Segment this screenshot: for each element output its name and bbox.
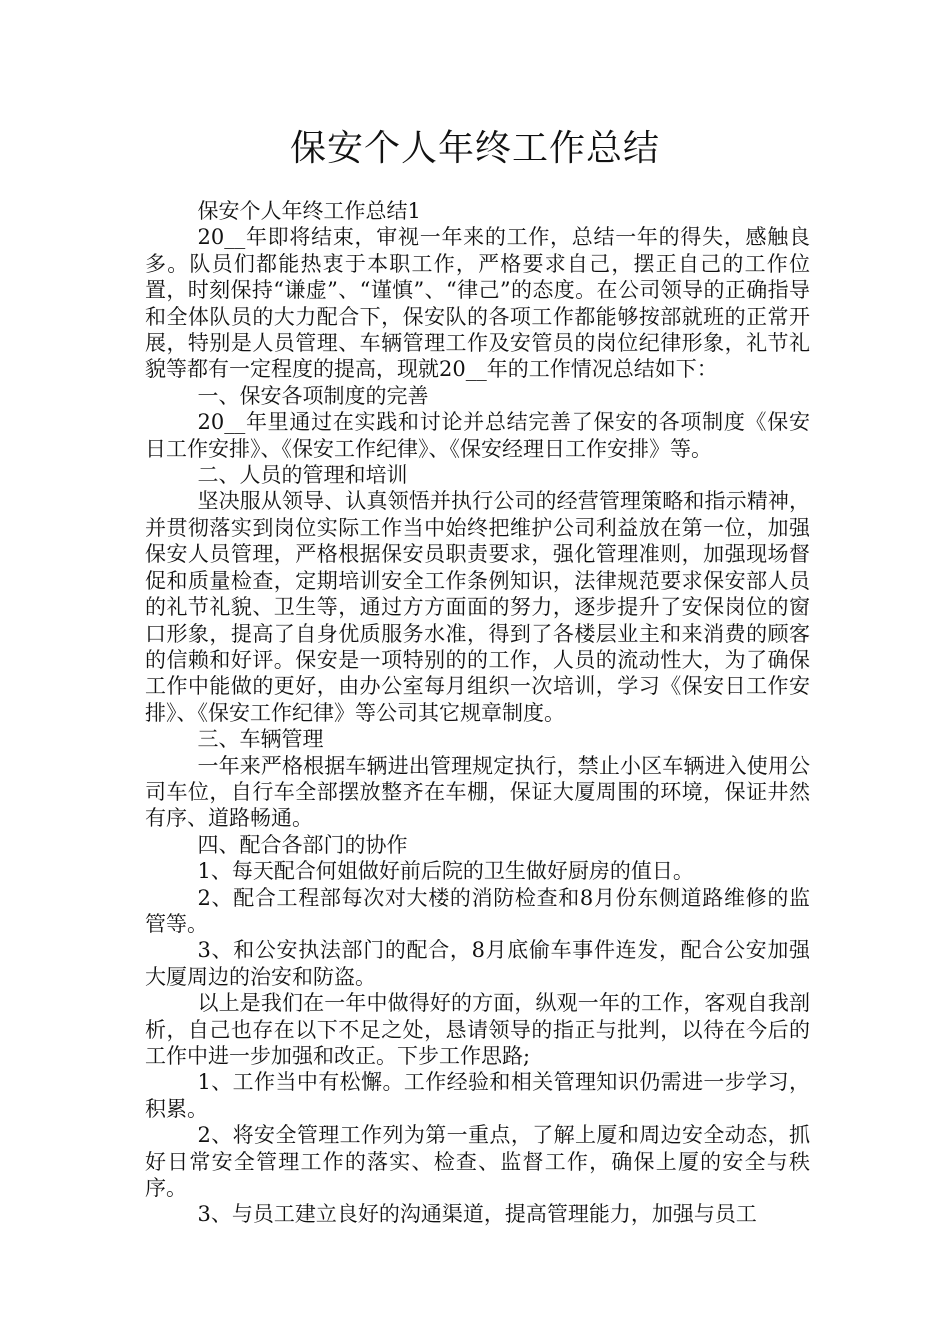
section-heading-4: 四、配合各部门的协作 <box>197 832 408 857</box>
body-paragraph: 坚决服从领导、认真领悟并执行公司的经营管理策略和指示精神，并贯彻落实到岗位实际工作当中始终把维护公司利益放在第一位，加强保安人员管理，严格根据保安员职责要求，强化管理准则，加强现场督促和质量检查，定期培训安全工作条例知识，法律规范要求保安部人员的礼节礼貌、卫生等，通过方方面面的努力，逐步提升了安保岗位的窗口形象，提高了自身优质服务水准，得到了各楼层业主和来消费的顾客的信赖和好评。保安是一项特别的的工作，人员的流动性大，为了确保工作中能做的更好，由办公室每月组织一次培训，学习《保安日工作安排》、《保安工作纪律》等公司其它规章制度。 <box>145 489 810 725</box>
section-heading-1: 一、保安各项制度的完善 <box>197 383 429 408</box>
summary-paragraph: 以上是我们在一年中做得好的方面，纵观一年的工作，客观自我剖析，自己也存在以下不足之处，恳请领导的指正与批判，以待在今后的工作中进一步加强和改正。下步工作思路; <box>145 991 810 1068</box>
list-item: 2、配合工程部每次对大楼的消防检查和8月份东侧道路维修的监管等。 <box>145 885 810 936</box>
list-item: 3、和公安执法部门的配合，8月底偷车事件连发，配合公安加强大厦周边的治安和防盗。 <box>145 938 810 989</box>
body-paragraph: 20__年里通过在实践和讨论并总结完善了保安的各项制度《保安日工作安排》、《保安工作纪律》、《保安经理日工作安排》等。 <box>145 410 810 461</box>
list-item: 1、每天配合何姐做好前后院的卫生做好厨房的值日。 <box>197 859 694 884</box>
body-paragraph: 一年来严格根据车辆进出管理规定执行，禁止小区车辆进入使用公司车位，自行车全部摆放整齐在车棚，保证大厦周围的环境，保证井然有序、道路畅通。 <box>145 753 810 831</box>
list-item: 3、与员工建立良好的沟通渠道，提高管理能力，加强与员工 <box>197 1202 757 1227</box>
subtitle-paragraph: 保安个人年终工作总结1 <box>197 199 421 223</box>
section-heading-3: 三、车辆管理 <box>197 727 324 752</box>
intro-paragraph: 20__年即将结束，审视一年来的工作，总结一年的得失，感触良多。队员们都能热衷于本职工作，严格要求自己，摆正自己的工作位置，时刻保持“谦虚”、“谨慎”、“律己”的态度。在公司领导的正确指导和全体队员的大力配合下，保安队的各项工作都能够按部就班的正常开展，特别是人员管理、车辆管理工作及安管员的岗位纪律形象，礼节礼貌等都有一定程度的提高，现就20__年的工作情况总结如下： <box>145 225 810 382</box>
document-title: 保安个人年终工作总结 <box>289 128 660 169</box>
document-body <box>145 198 810 1228</box>
list-item: 2、将安全管理工作列为第一重点，了解上厦和周边安全动态，抓好日常安全管理工作的落实、检查、监督工作，确保上厦的安全与秩序。 <box>145 1123 810 1201</box>
list-item: 1、工作当中有松懈。工作经验和相关管理知识仍需进一步学习，积累。 <box>145 1070 810 1121</box>
section-heading-2: 二、人员的管理和培训 <box>197 463 408 488</box>
